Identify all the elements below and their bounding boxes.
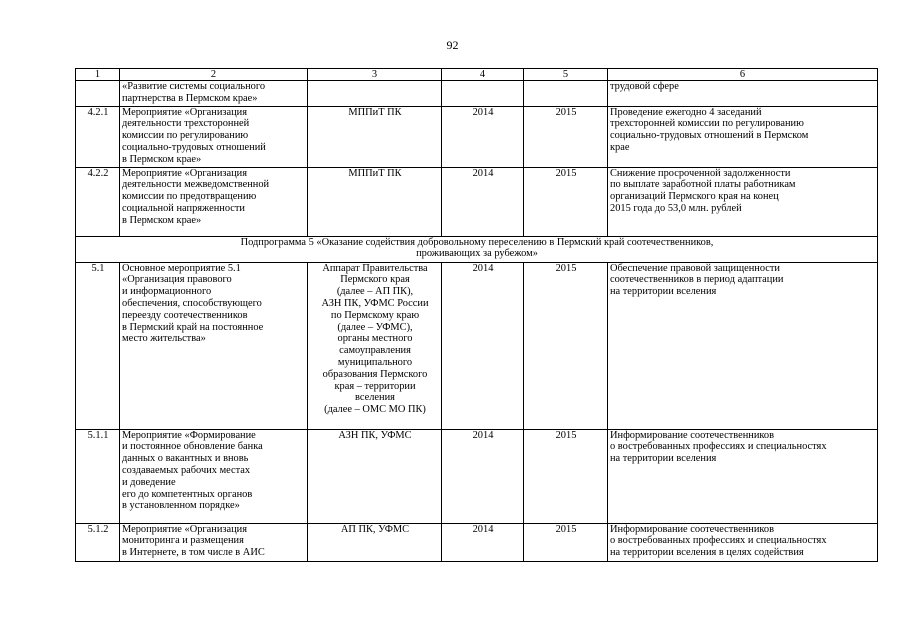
header-cell-1: 1 <box>76 69 120 81</box>
row-result: Обеспечение правовой защищенности соотечественников в период адаптации на территории вселения <box>608 262 878 429</box>
subprogram-title: Подпрограмма 5 «Оказание содействия добровольному переселению в Пермский край соотечественников, проживающих за рубежом» <box>76 236 878 262</box>
row-end-year: 2015 <box>524 429 608 523</box>
row-result: Проведение ежегодно 4 заседаний трехсторонней комиссии по регулированию социально-трудовых отношений в Пермском крае <box>608 106 878 167</box>
table-row <box>76 167 878 236</box>
header-cell-6: 6 <box>608 69 878 81</box>
measures-table <box>75 68 878 562</box>
row-start-year: 2014 <box>442 106 524 167</box>
header-cell-2: 2 <box>120 69 308 81</box>
row-number: 4.2.2 <box>76 167 120 236</box>
row-name: Мероприятие «Формирование и постоянное обновление банка данных о вакантных и вновь создаваемых рабочих местах и доведение его до компетентных органов в установленном порядке» <box>120 429 308 523</box>
header-cell-4: 4 <box>442 69 524 81</box>
row-end-year: 2015 <box>524 167 608 236</box>
row-name: Мероприятие «Организация мониторинга и размещения в Интернете, в том числе в АИС <box>120 523 308 561</box>
page-number: 92 <box>446 38 459 52</box>
row-executor: Аппарат Правительства Пермского края (далее – АП ПК), АЗН ПК, УФМС России по Пермскому краю (далее – УФМС), органы местного самоуправления муниципального образования Пермского края – территории вселения (далее – ОМС МО ПК) <box>308 262 442 429</box>
row-executor: АП ПК, УФМС <box>308 523 442 561</box>
row-name: «Развитие системы социального партнерства в Пермском крае» <box>120 81 308 107</box>
header-cell-3: 3 <box>308 69 442 81</box>
row-start-year: 2014 <box>442 523 524 561</box>
row-start-year: 2014 <box>442 262 524 429</box>
table-header-row <box>76 69 878 81</box>
row-result: Информирование соотечественников о востребованных профессиях и специальностях на территории вселения в целях содействия <box>608 523 878 561</box>
row-end-year: 2015 <box>524 106 608 167</box>
row-executor <box>308 81 442 107</box>
header-cell-5: 5 <box>524 69 608 81</box>
row-end-year <box>524 81 608 107</box>
row-number: 4.2.1 <box>76 106 120 167</box>
row-name: Мероприятие «Организация деятельности межведомственной комиссии по предотвращению социальной напряженности в Пермском крае» <box>120 167 308 236</box>
row-executor: МППиТ ПК <box>308 106 442 167</box>
row-number: 5.1.2 <box>76 523 120 561</box>
row-result: Информирование соотечественников о востребованных профессиях и специальностях на территории вселения <box>608 429 878 523</box>
row-number <box>76 81 120 107</box>
row-start-year: 2014 <box>442 167 524 236</box>
subprogram-row <box>76 236 878 262</box>
row-start-year <box>442 81 524 107</box>
row-number: 5.1 <box>76 262 120 429</box>
row-number: 5.1.1 <box>76 429 120 523</box>
row-executor: АЗН ПК, УФМС <box>308 429 442 523</box>
table-row <box>76 523 878 561</box>
row-result: Снижение просроченной задолженности по выплате заработной платы работникам организаций Пермского края на конец 2015 года до 53,0 млн. рублей <box>608 167 878 236</box>
row-start-year: 2014 <box>442 429 524 523</box>
table-row <box>76 262 878 429</box>
table-row <box>76 106 878 167</box>
row-executor: МППиТ ПК <box>308 167 442 236</box>
table-row <box>76 429 878 523</box>
row-result: трудовой сфере <box>608 81 878 107</box>
table-row <box>76 81 878 107</box>
row-end-year: 2015 <box>524 523 608 561</box>
row-name: Основное мероприятие 5.1 «Организация правового и информационного обеспечения, способствующего переезду соотечественников в Пермский край на постоянное место жительства» <box>120 262 308 429</box>
row-end-year: 2015 <box>524 262 608 429</box>
row-name: Мероприятие «Организация деятельности трехсторонней комиссии по регулированию социально-трудовых отношений в Пермском крае» <box>120 106 308 167</box>
